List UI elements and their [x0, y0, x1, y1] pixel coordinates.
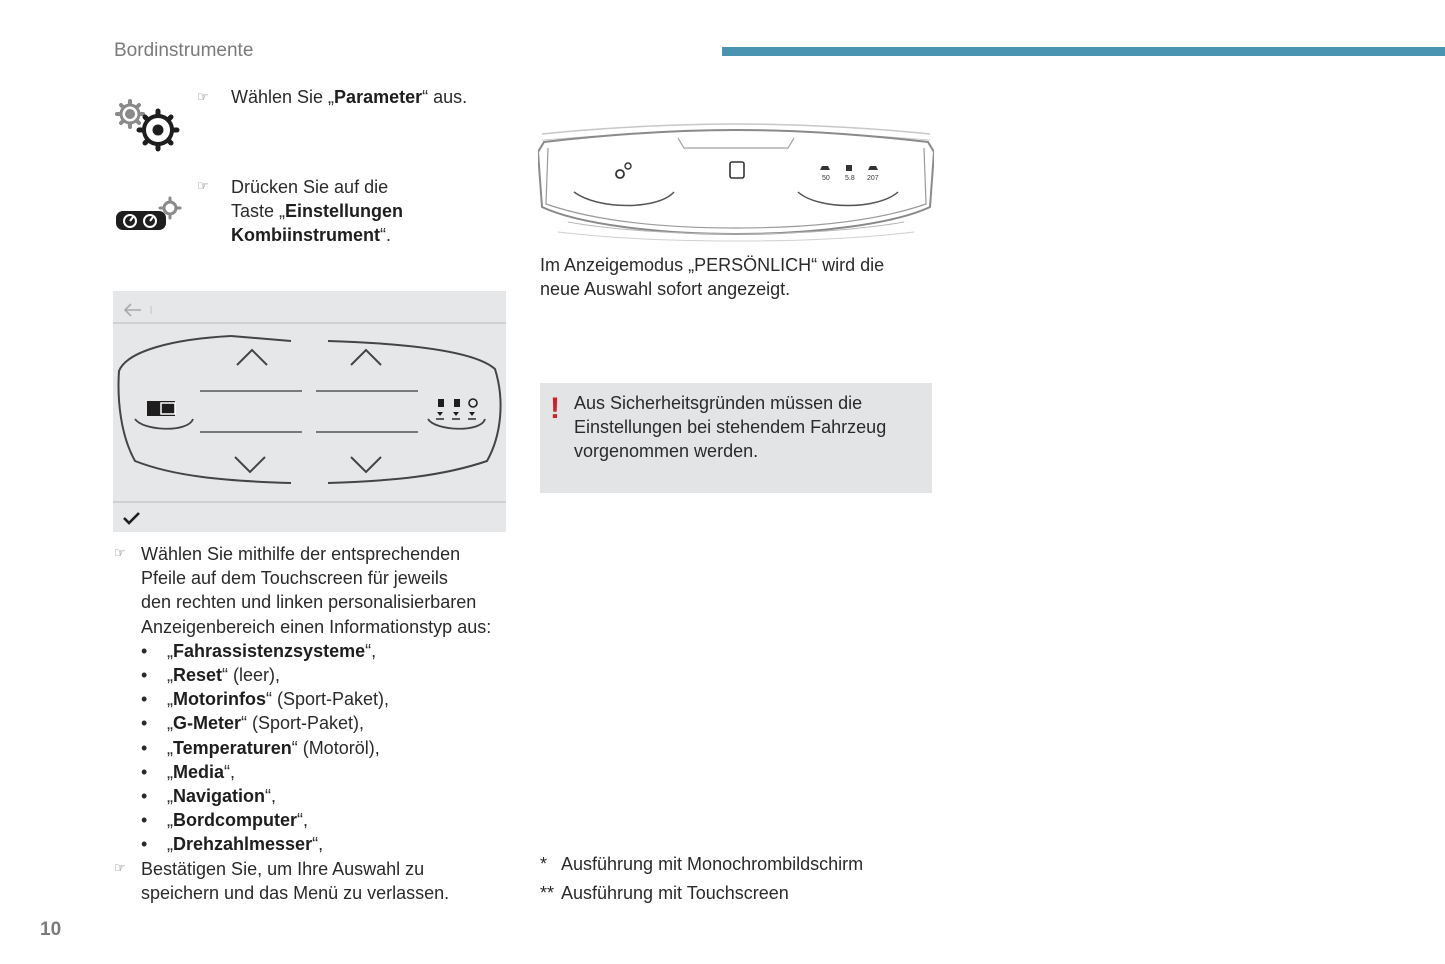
- cluster-settings-icon: [114, 196, 184, 234]
- list-item: • „Motorinfos“ (Sport-Paket),: [141, 687, 511, 711]
- cluster-value-2: 5.8: [845, 175, 855, 182]
- warning-icon: !: [550, 392, 560, 425]
- hand-pointer-icon: ☞: [197, 89, 209, 104]
- gears-icon: [114, 98, 182, 154]
- section-title: Bordinstrumente: [114, 40, 254, 61]
- list-item: • „Drehzahlmesser“,: [141, 832, 511, 856]
- list-item: • „Bordcomputer“,: [141, 808, 511, 832]
- info-type-list: [141, 639, 511, 857]
- touchscreen-illustration: [113, 291, 506, 532]
- right-zone-up-arrow[interactable]: [349, 347, 383, 367]
- list-item: • „Fahrassistenzsysteme“,: [141, 639, 511, 663]
- check-icon[interactable]: [122, 510, 142, 526]
- step-select-parameter: Wählen Sie „Parameter“ aus.: [231, 87, 468, 107]
- list-item: • „Navigation“,: [141, 784, 511, 808]
- cluster-value-3: 207: [867, 175, 879, 182]
- cluster-caption: Im Anzeigemodus „PERSÖNLICH“ wird die neue Auswahl sofort angezeigt.: [540, 255, 885, 300]
- hand-pointer-icon: ☞: [197, 178, 209, 193]
- hand-pointer-icon: ☞: [114, 545, 126, 560]
- list-item: • „Media“,: [141, 760, 511, 784]
- cluster-value-1: 50: [822, 175, 830, 182]
- list-item: • „Reset“ (leer),: [141, 663, 511, 687]
- left-zone-up-arrow[interactable]: [235, 347, 269, 367]
- hand-pointer-icon: ☞: [114, 860, 126, 875]
- list-item: • „Temperaturen“ (Motoröl),: [141, 736, 511, 760]
- safety-warning-text: Aus Sicherheitsgründen müssen die Einstellungen bei stehendem Fahrzeug vorgenommen werden.: [574, 393, 887, 462]
- page-number: 10: [40, 919, 62, 940]
- footnote-monochrome: * Ausführung mit Monochrombildschirm: [540, 854, 864, 874]
- step-press-cluster-settings: Drücken Sie auf die Taste „Einstellungen Kombiinstrument“.: [231, 177, 404, 246]
- list-item: • „G-Meter“ (Sport-Paket),: [141, 711, 511, 735]
- header-accent-bar: [722, 47, 1445, 56]
- back-arrow-icon[interactable]: [123, 302, 157, 318]
- right-zone-down-arrow[interactable]: [349, 455, 383, 475]
- left-zone-down-arrow[interactable]: [233, 455, 267, 475]
- instrument-cluster-illustration: [538, 112, 934, 246]
- step-choose-info-type: Wählen Sie mithilfe der entsprechenden Pfeile auf dem Touchscreen für jeweils den rechten und linken personalisierbaren Anzeigenbereich einen Informationstyp aus: • „Fahrassistenzsysteme“, • „Reset“ (leer), • „Motorinfos“ (Sport-Paket), • „G-Meter“ (Sport-Paket), • „Temperaturen“ (Motoröl), • „Media“, • „Navigation“, • „Bordcomputer“, • „Drehzahlmesser“,: [141, 542, 511, 857]
- step-confirm-selection: Bestätigen Sie, um Ihre Auswahl zu speichern und das Menü zu verlassen.: [141, 859, 450, 904]
- footnote-touchscreen: ** Ausführung mit Touchscreen: [540, 883, 789, 903]
